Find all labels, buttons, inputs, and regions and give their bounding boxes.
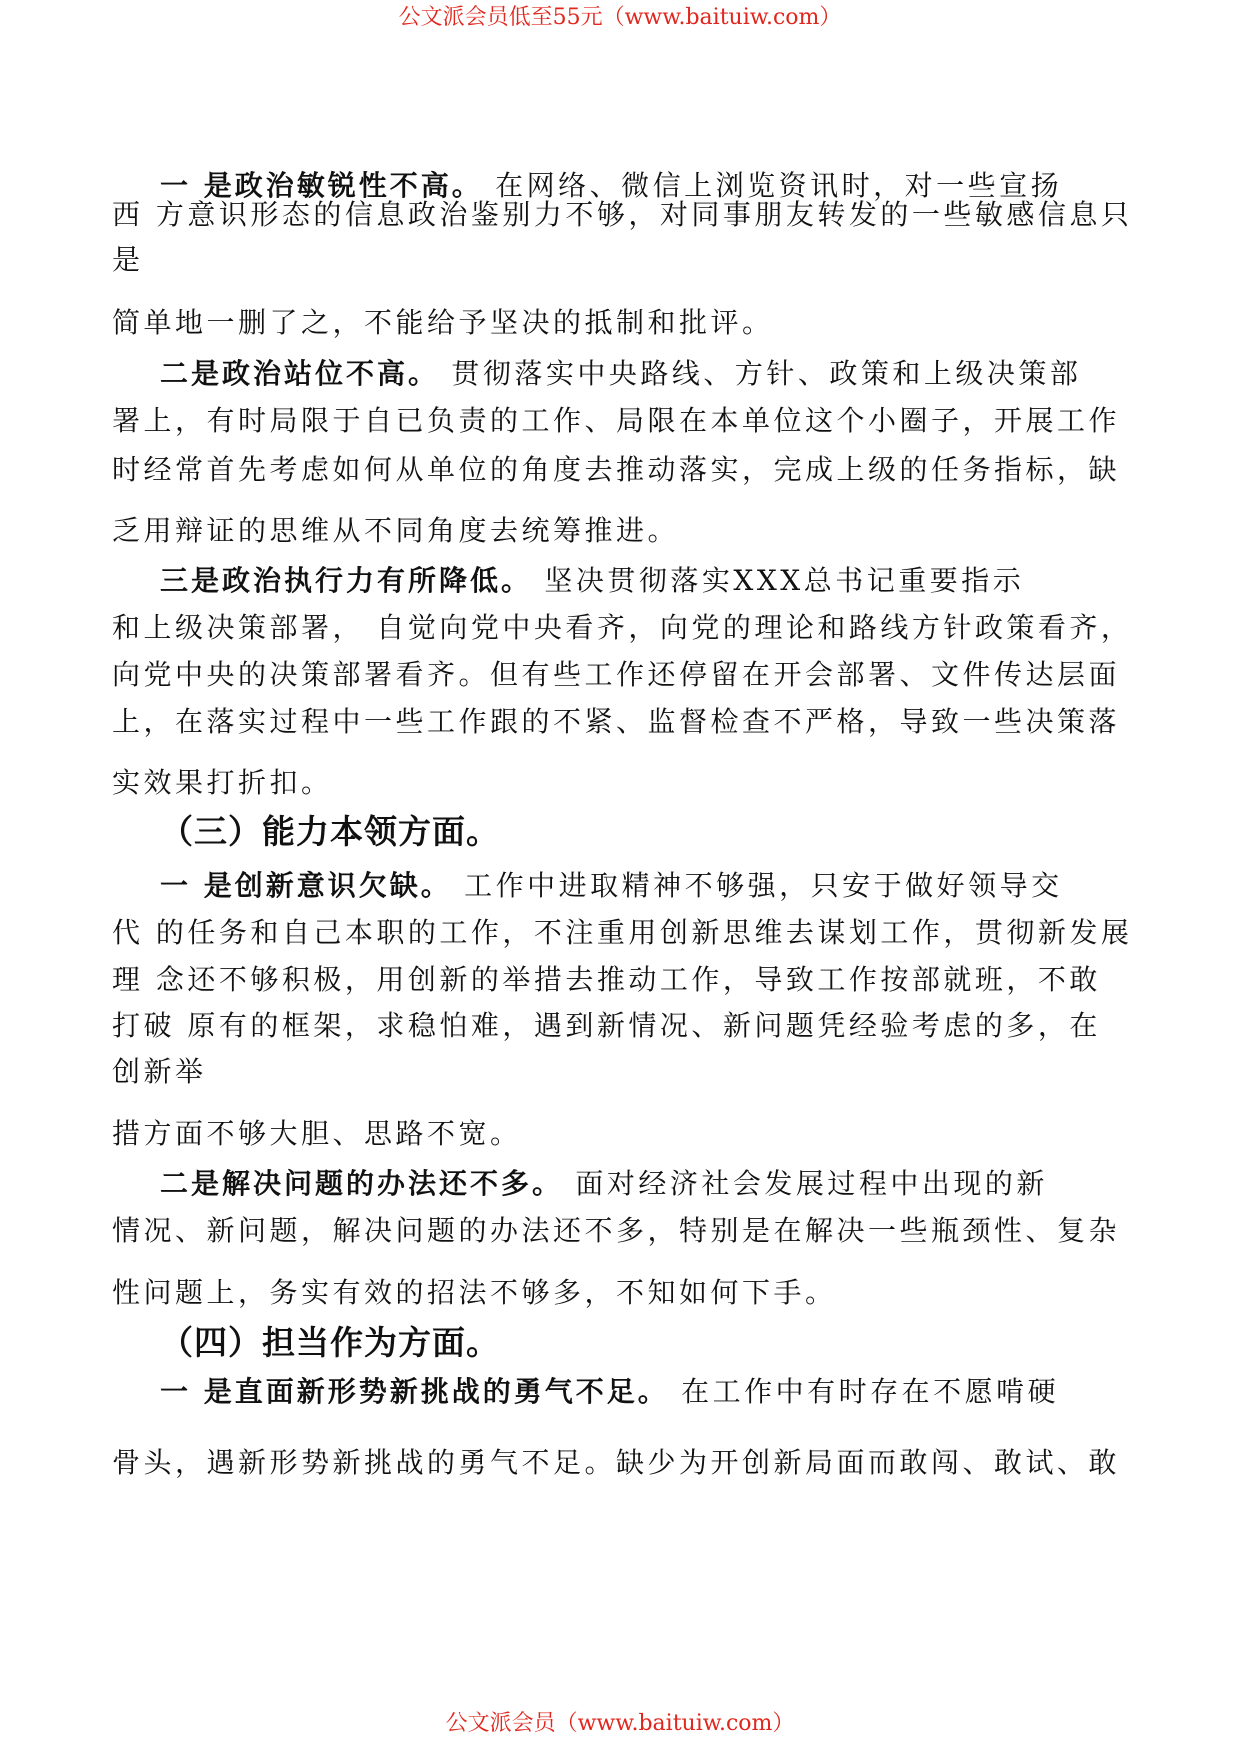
line-text: 代 的任务和自己本职的工作，不注重用创新思维去谋划工作，贯彻新发展 — [112, 916, 1133, 949]
bold-lead: 一 是创新意识欠缺。 — [160, 869, 452, 902]
page-footer-watermark: 公文派会员（www.baituiw.com） — [445, 1711, 795, 1736]
line-text: 实效果打折扣。 — [112, 766, 333, 799]
text-line — [112, 1006, 1101, 1046]
line-text: 骨头，遇新形势新挑战的勇气不足。缺少为开创新局面而敢闯、敢试、敢 — [112, 1446, 1121, 1479]
text-line — [112, 702, 1120, 742]
bold-lead: 二是解决问题的办法还不多。 — [160, 1167, 564, 1200]
text-line — [112, 240, 144, 280]
line-text: 打破 原有的框架，求稳怕难，遇到新情况、新问题凭经验考虑的多，在 — [112, 1009, 1101, 1042]
text-line — [112, 1443, 1120, 1483]
line-text: 坚决贯彻落实XXX总书记重要指示 — [532, 564, 1025, 597]
section-heading: （三）能力本领方面。 — [160, 812, 500, 851]
line-text: 和上级决策部署， 自觉向党中央看齐，向党的理论和路线方针政策看齐， — [112, 611, 1133, 644]
text-line — [160, 1164, 1048, 1204]
line-text: 创新举 — [112, 1055, 207, 1088]
bold-lead: 二是政治站位不高。 — [160, 357, 440, 390]
line-text: 措方面不够大胆、思路不宽。 — [112, 1117, 522, 1150]
text-line — [112, 450, 1120, 490]
line-text: 理 念还不够积极，用创新的举措去推动工作，导致工作按部就班，不敢 — [112, 963, 1101, 996]
line-text: 性问题上，务实有效的招法不够多，不知如何下手。 — [112, 1276, 837, 1309]
text-line — [112, 303, 774, 343]
line-text: 上，在落实过程中一些工作跟的不紧、监督检查不严格，导致一些决策落 — [112, 705, 1121, 738]
text-line — [112, 655, 1120, 695]
text-line — [112, 1052, 207, 1092]
text-line — [112, 1114, 522, 1154]
text-line — [160, 866, 1063, 906]
text-line — [112, 608, 1132, 648]
line-text: 署上，有时局限于自已负责的工作、局限在本单位这个小圈子，开展工作 — [112, 404, 1121, 437]
text-line — [112, 913, 1132, 953]
text-line — [160, 1372, 1059, 1412]
line-text: 简单地一删了之，不能给予坚决的抵制和批评。 — [112, 306, 774, 339]
line-text: 面对经济社会发展过程中出现的新 — [563, 1167, 1048, 1200]
text-line — [160, 354, 1081, 394]
page-header-watermark: 公文派会员低至55元（www.baituiw.com） — [398, 5, 842, 30]
bold-lead: 一 是直面新形势新挑战的勇气不足。 — [160, 1375, 669, 1408]
text-line — [160, 561, 1024, 601]
line-text: 西 方意识形态的信息政治鉴别力不够，对同事朋友转发的一些敏感信息只 — [112, 198, 1133, 231]
line-text: 时经常首先考虑如何从单位的角度去推动落实，完成上级的任务指标，缺 — [112, 453, 1121, 486]
text-line — [112, 195, 1132, 235]
section-heading: （四）担当作为方面。 — [160, 1323, 500, 1362]
line-text: 工作中进取精神不够强，只安于做好领导交 — [451, 869, 1063, 902]
line-text: 乏用辩证的思维从不同角度去统筹推进。 — [112, 514, 680, 547]
bold-lead: 三是政治执行力有所降低。 — [160, 564, 533, 597]
line-text: 在工作中有时存在不愿啃硬 — [668, 1375, 1060, 1408]
text-line — [112, 960, 1101, 1000]
line-text: 贯彻落实中央路线、方针、政策和上级决策部 — [439, 357, 1082, 390]
line-text: 在网络、微信上浏览资讯时，对一些宣扬 — [482, 169, 1063, 202]
text-line — [112, 1211, 1120, 1251]
line-text: 情况、新问题，解决问题的办法还不多，特别是在解决一些瓶颈性、复杂 — [112, 1214, 1121, 1247]
text-line — [112, 511, 679, 551]
text-line — [112, 401, 1120, 441]
line-text: 向党中央的决策部署看齐。但有些工作还停留在开会部署、文件传达层面 — [112, 658, 1121, 691]
bold-lead: 一 是政治敏锐性不高。 — [160, 169, 483, 202]
line-text: 是 — [112, 243, 144, 276]
text-line — [112, 1273, 837, 1313]
text-line — [112, 763, 333, 803]
